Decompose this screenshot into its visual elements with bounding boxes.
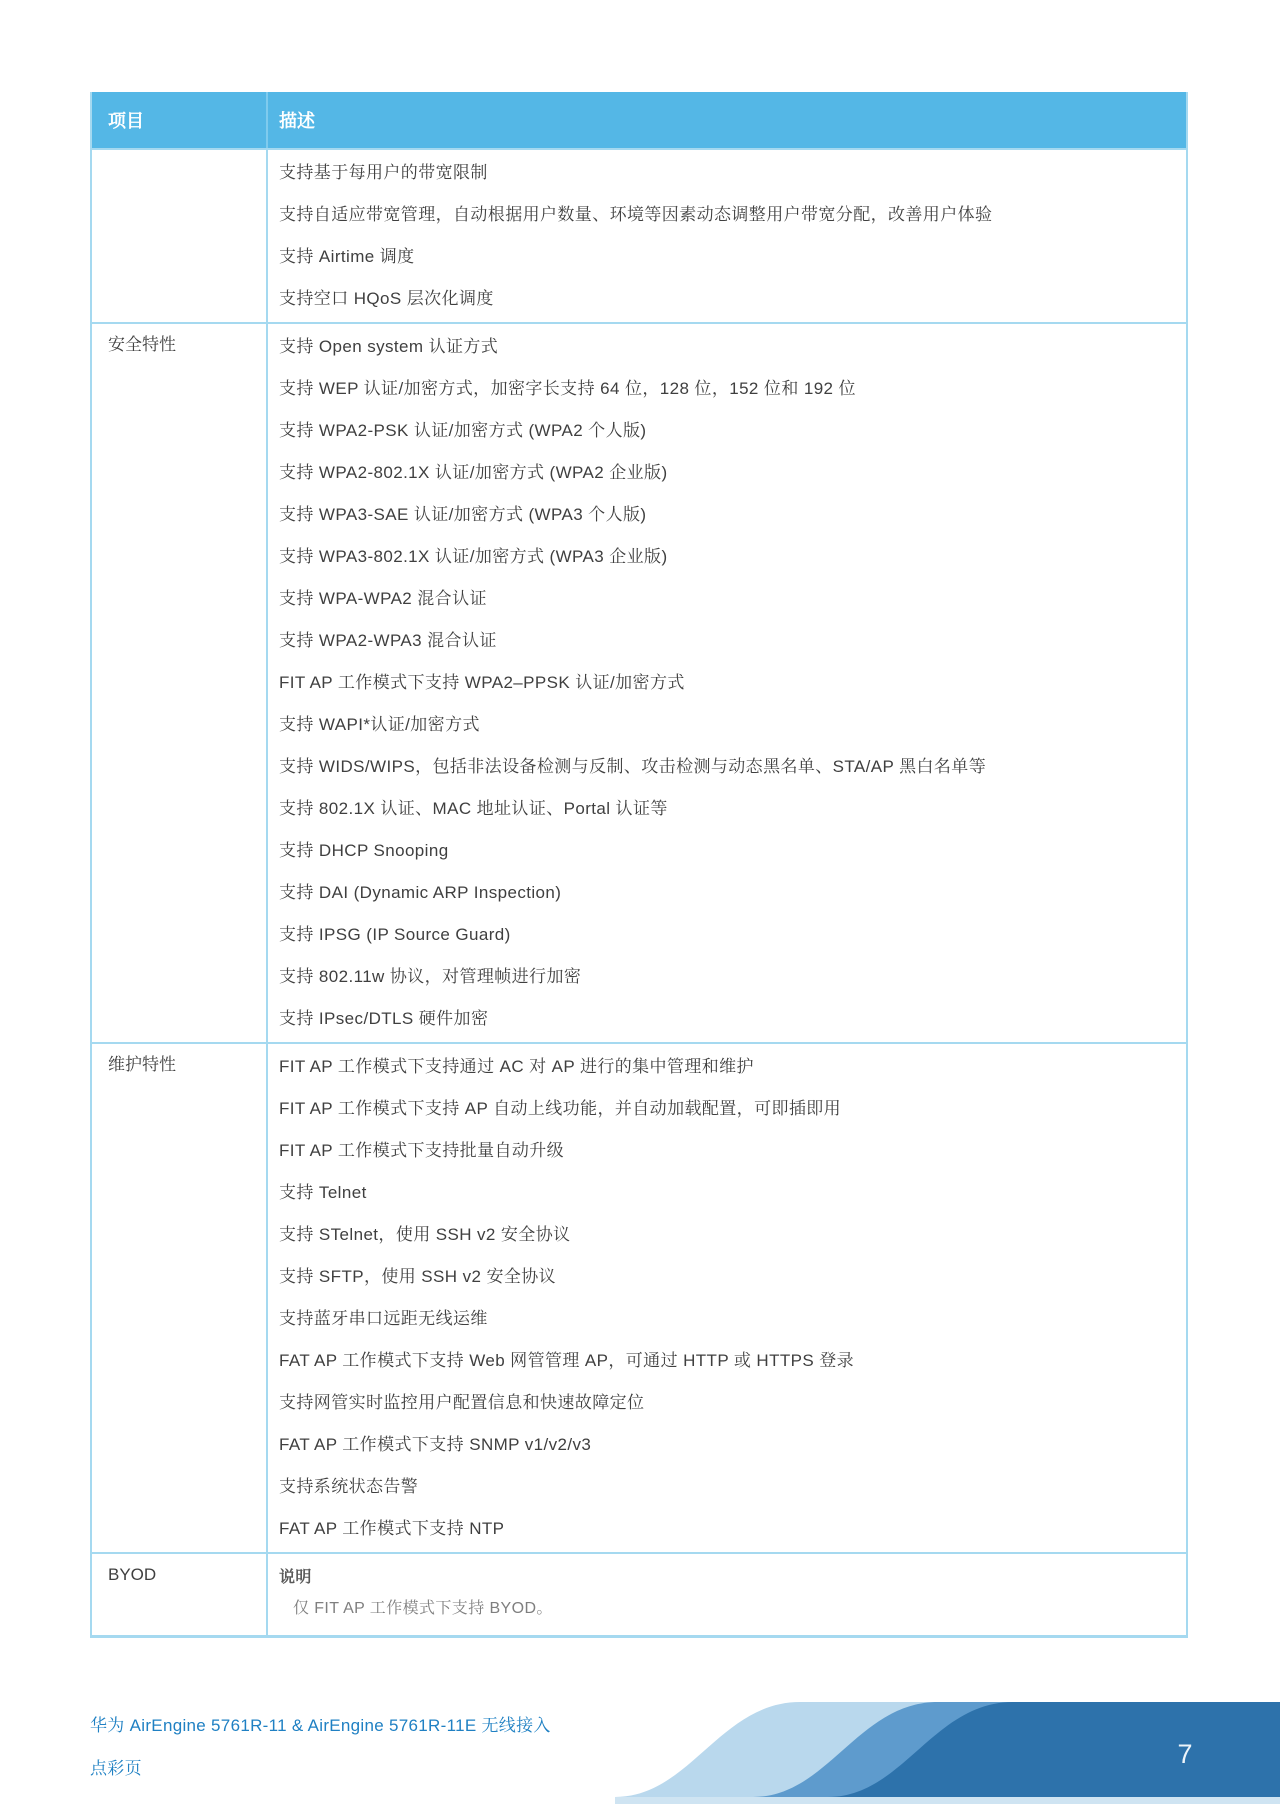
row-description-cell (268, 150, 1186, 322)
col-header-desc: 描述 (279, 111, 315, 131)
row-label: 安全特性 (92, 324, 268, 1042)
note-title: 说明 (279, 1569, 312, 1586)
feature-lines (279, 152, 1170, 320)
feature-line: FIT AP 工作模式下支持 WPA2–PPSK 认证/加密方式 (279, 673, 685, 692)
feature-line: 支持 DHCP Snooping (279, 841, 449, 860)
feature-line: FAT AP 工作模式下支持 SNMP v1/v2/v3 (279, 1435, 592, 1454)
feature-line: 支持空口 HQoS 层次化调度 (279, 289, 494, 308)
feature-line: 支持网管实时监控用户配置信息和快速故障定位 (279, 1393, 645, 1412)
spec-table (90, 92, 1188, 1638)
footer (90, 1704, 551, 1790)
row-label (92, 150, 268, 322)
table-header-row (92, 92, 1186, 148)
table-row-byod (92, 1552, 1186, 1635)
footer-doc-title-line2: 点彩页 (90, 1759, 142, 1778)
feature-line: 支持 Open system 认证方式 (279, 337, 499, 356)
feature-line: 支持蓝牙串口远距无线运维 (279, 1309, 488, 1328)
feature-line: 支持 IPSG (IP Source Guard) (279, 925, 511, 944)
feature-line: 支持 Telnet (279, 1183, 367, 1202)
table-row (92, 1042, 1186, 1552)
feature-line: 支持 STelnet，使用 SSH v2 安全协议 (279, 1225, 571, 1244)
feature-line: FIT AP 工作模式下支持批量自动升级 (279, 1141, 565, 1160)
feature-line: 支持 WAPI*认证/加密方式 (279, 715, 480, 734)
wave-bottom-strip (615, 1797, 1280, 1804)
feature-lines (279, 326, 1170, 1040)
note-text: 仅 FIT AP 工作模式下支持 BYOD。 (293, 1600, 553, 1617)
feature-line: 支持 WPA2-WPA3 混合认证 (279, 631, 497, 650)
feature-lines (279, 1046, 1170, 1550)
row-label: BYOD (92, 1554, 268, 1635)
feature-line: 支持 DAI (Dynamic ARP Inspection) (279, 883, 562, 902)
feature-line: 支持 WPA3-SAE 认证/加密方式 (WPA3 个人版) (279, 505, 647, 524)
feature-line: 支持 WPA-WPA2 混合认证 (279, 589, 487, 608)
feature-line: FIT AP 工作模式下支持通过 AC 对 AP 进行的集中管理和维护 (279, 1057, 754, 1076)
row-description-cell (268, 1554, 1186, 1635)
feature-line: 支持 IPsec/DTLS 硬件加密 (279, 1009, 489, 1028)
feature-line: 支持 WIDS/WIPS，包括非法设备检测与反制、攻击检测与动态黑名单、STA/AP 黑白名单等 (279, 757, 987, 776)
row-description-cell (268, 1044, 1186, 1552)
feature-line: 支持 WPA3-802.1X 认证/加密方式 (WPA3 企业版) (279, 547, 668, 566)
feature-line: FIT AP 工作模式下支持 AP 自动上线功能，并自动加载配置，可即插即用 (279, 1099, 842, 1118)
feature-line: FAT AP 工作模式下支持 Web 网管管理 AP，可通过 HTTP 或 HTTPS 登录 (279, 1351, 855, 1370)
feature-line: FAT AP 工作模式下支持 NTP (279, 1519, 505, 1538)
feature-line: 支持自适应带宽管理，自动根据用户数量、环境等因素动态调整用户带宽分配，改善用户体验 (279, 205, 993, 224)
feature-line: 支持 WPA2-PSK 认证/加密方式 (WPA2 个人版) (279, 421, 647, 440)
table-row (92, 148, 1186, 322)
page-number: 7 (1177, 1739, 1193, 1769)
row-description-cell (268, 324, 1186, 1042)
table-body (92, 148, 1186, 1552)
footer-doc-title-line1: 华为 AirEngine 5761R-11 & AirEngine 5761R-11E 无线接入 (90, 1716, 551, 1735)
feature-line: 支持 Airtime 调度 (279, 247, 415, 266)
feature-line: 支持 SFTP，使用 SSH v2 安全协议 (279, 1267, 557, 1286)
feature-line: 支持 WEP 认证/加密方式，加密字长支持 64 位，128 位，152 位和 192 位 (279, 379, 856, 398)
feature-line: 支持基于每用户的带宽限制 (279, 163, 488, 182)
row-label: 维护特性 (92, 1044, 268, 1552)
table-row (92, 322, 1186, 1042)
feature-line: 支持 WPA2-802.1X 认证/加密方式 (WPA2 企业版) (279, 463, 668, 482)
feature-line: 支持系统状态告警 (279, 1477, 419, 1496)
feature-line: 支持 802.11w 协议，对管理帧进行加密 (279, 967, 582, 986)
feature-line: 支持 802.1X 认证、MAC 地址认证、Portal 认证等 (279, 799, 668, 818)
col-header-item: 项目 (92, 92, 268, 148)
